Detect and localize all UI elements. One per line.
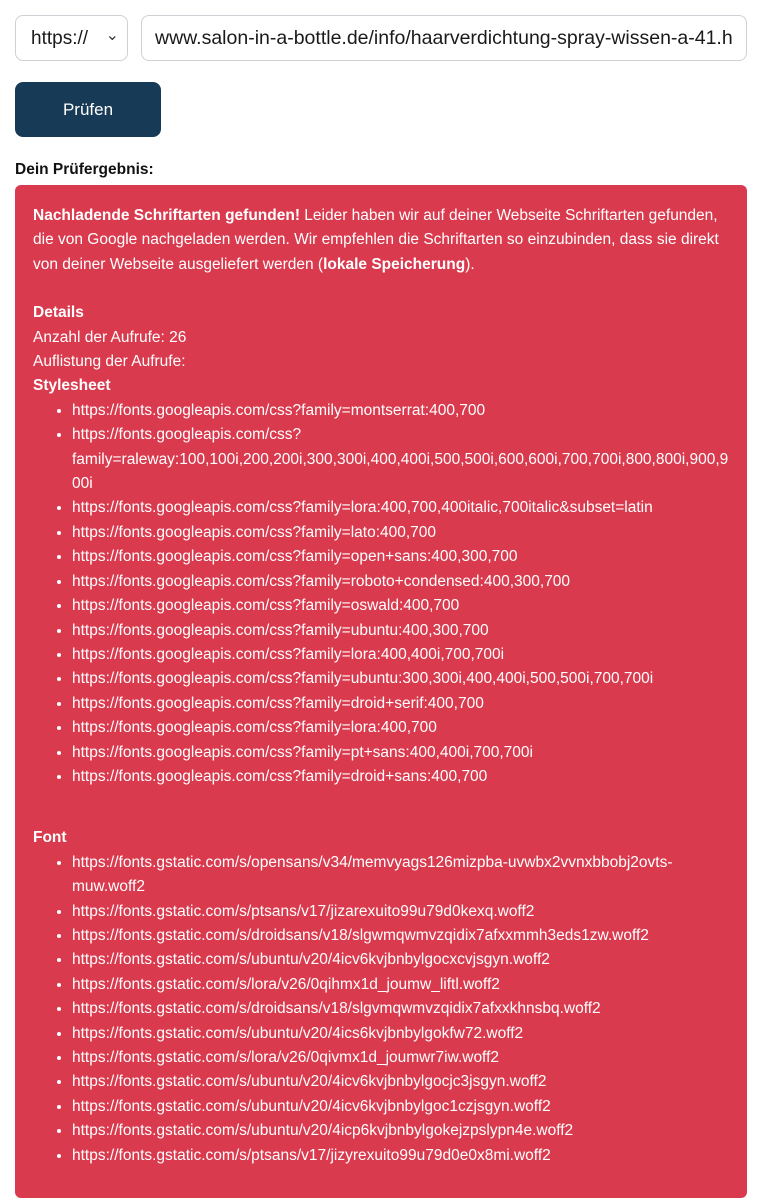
pruefen-button[interactable]: Prüfen (15, 82, 161, 137)
url-list-item: • https://fonts.gstatic.com/s/ubuntu/v20/4icv6kvjbnbylgocxcvjsgyn.woff2 (72, 948, 729, 972)
url-list-item: • https://fonts.gstatic.com/s/lora/v26/0qihmx1d_joumw_liftl.woff2 (72, 973, 729, 997)
url-list-item: • https://fonts.googleapis.com/css?family=lora:400,400i,700,700i (72, 643, 729, 667)
chevron-down-icon: ⌄ (105, 27, 119, 45)
url-list-item: • https://fonts.gstatic.com/s/droidsans/v18/slgwmqwmvzqidix7afxxmmh3eds1zw.woff2 (72, 924, 729, 948)
calls-count-label: Anzahl der Aufrufe: (33, 328, 165, 346)
url-list-item: • https://fonts.googleapis.com/css?family=pt+sans:400,400i,700,700i (72, 741, 729, 765)
url-list-item: • https://fonts.googleapis.com/css?family=lato:400,700 (72, 521, 729, 545)
result-alert-panel (15, 185, 747, 1198)
result-heading: Dein Prüfergebnis: (15, 161, 154, 178)
url-list-item: • https://fonts.googleapis.com/css?family=ubuntu:300,300i,400,400i,500,500i,700,700i (72, 667, 729, 691)
details-label: Details (33, 304, 84, 322)
url-list-item: • https://fonts.googleapis.com/css?family=ubuntu:400,300,700 (72, 619, 729, 643)
protocol-select-wrap (15, 15, 128, 61)
stylesheet-url-list (33, 399, 729, 790)
stylesheet-section-label: Stylesheet (33, 377, 111, 395)
url-list-item: • https://fonts.gstatic.com/s/lora/v26/0qivmx1d_joumwr7iw.woff2 (72, 1046, 729, 1070)
calls-count-line (33, 326, 729, 350)
url-list-item: • https://fonts.googleapis.com/css?family=open+sans:400,300,700 (72, 545, 729, 569)
alert-body-text: Leider haben wir auf deiner Webseite Schriftarten gefunden, die von Google nachgeladen werden. Wir empfehlen die Schriftarten so einzubinden, dass sie direkt von deiner Webseite ausgeliefert werden ( (33, 207, 719, 273)
url-list-item: • https://fonts.googleapis.com/css?family=montserrat:400,700 (72, 399, 729, 423)
url-list-item: • https://fonts.gstatic.com/s/ubuntu/v20/4icv6kvjbnbylgoc1czjsgyn.woff2 (72, 1095, 729, 1119)
url-list-item: • https://fonts.gstatic.com/s/ubuntu/v20/4ics6kvjbnbylgokfw72.woff2 (72, 1022, 729, 1046)
url-list-item: • https://fonts.gstatic.com/s/ubuntu/v20/4icp6kvjbnbylgokejzpslypn4e.woff2 (72, 1119, 729, 1143)
url-list-item: • https://fonts.googleapis.com/css?family=oswald:400,700 (72, 594, 729, 618)
alert-intro-paragraph (33, 204, 729, 277)
url-list-item: • https://fonts.googleapis.com/css?family=lora:400,700 (72, 716, 729, 740)
alert-bold-local-storage: lokale Speicherung (323, 255, 466, 273)
alert-title: Nachladende Schriftarten gefunden! (33, 207, 300, 224)
url-list-item: • https://fonts.gstatic.com/s/ptsans/v17/jizarexuito99u79d0kexq.woff2 (72, 900, 729, 924)
url-list-item: • https://fonts.googleapis.com/css?family=lora:400,700,400italic,700italic&subset=latin (72, 496, 729, 520)
protocol-select[interactable] (15, 15, 128, 61)
url-list-item: • https://fonts.googleapis.com/css?family=droid+sans:400,700 (72, 765, 729, 789)
url-input[interactable] (141, 15, 747, 61)
url-list-item: • https://fonts.googleapis.com/css?family=raleway:100,100i,200,200i,300,300i,400,400i,500,500i,600,600i,700,700i,800,800i,900,900i (72, 423, 729, 496)
url-list-item: • https://fonts.googleapis.com/css?family=roboto+condensed:400,300,700 (72, 570, 729, 594)
font-url-list (33, 851, 729, 1168)
url-list-item: • https://fonts.googleapis.com/css?family=droid+serif:400,700 (72, 692, 729, 716)
url-form-row (15, 15, 747, 61)
url-list-item: • https://fonts.gstatic.com/s/ptsans/v17/jizyrexuito99u79d0e0x8mi.woff2 (72, 1144, 729, 1168)
font-section-label: Font (33, 829, 67, 847)
alert-body-end: ). (465, 255, 475, 273)
calls-list-label: Auflistung der Aufrufe: (33, 353, 186, 371)
url-list-item: • https://fonts.gstatic.com/s/droidsans/v18/slgvmqwmvzqidix7afxxkhnsbq.woff2 (72, 997, 729, 1021)
url-list-item: • https://fonts.gstatic.com/s/ubuntu/v20/4icv6kvjbnbylgocjc3jsgyn.woff2 (72, 1070, 729, 1094)
calls-count-value: 26 (169, 328, 187, 346)
url-list-item: • https://fonts.gstatic.com/s/opensans/v34/memvyags126mizpba-uvwbx2vvnxbbobj2ovts-muw.woff2 (72, 851, 729, 900)
